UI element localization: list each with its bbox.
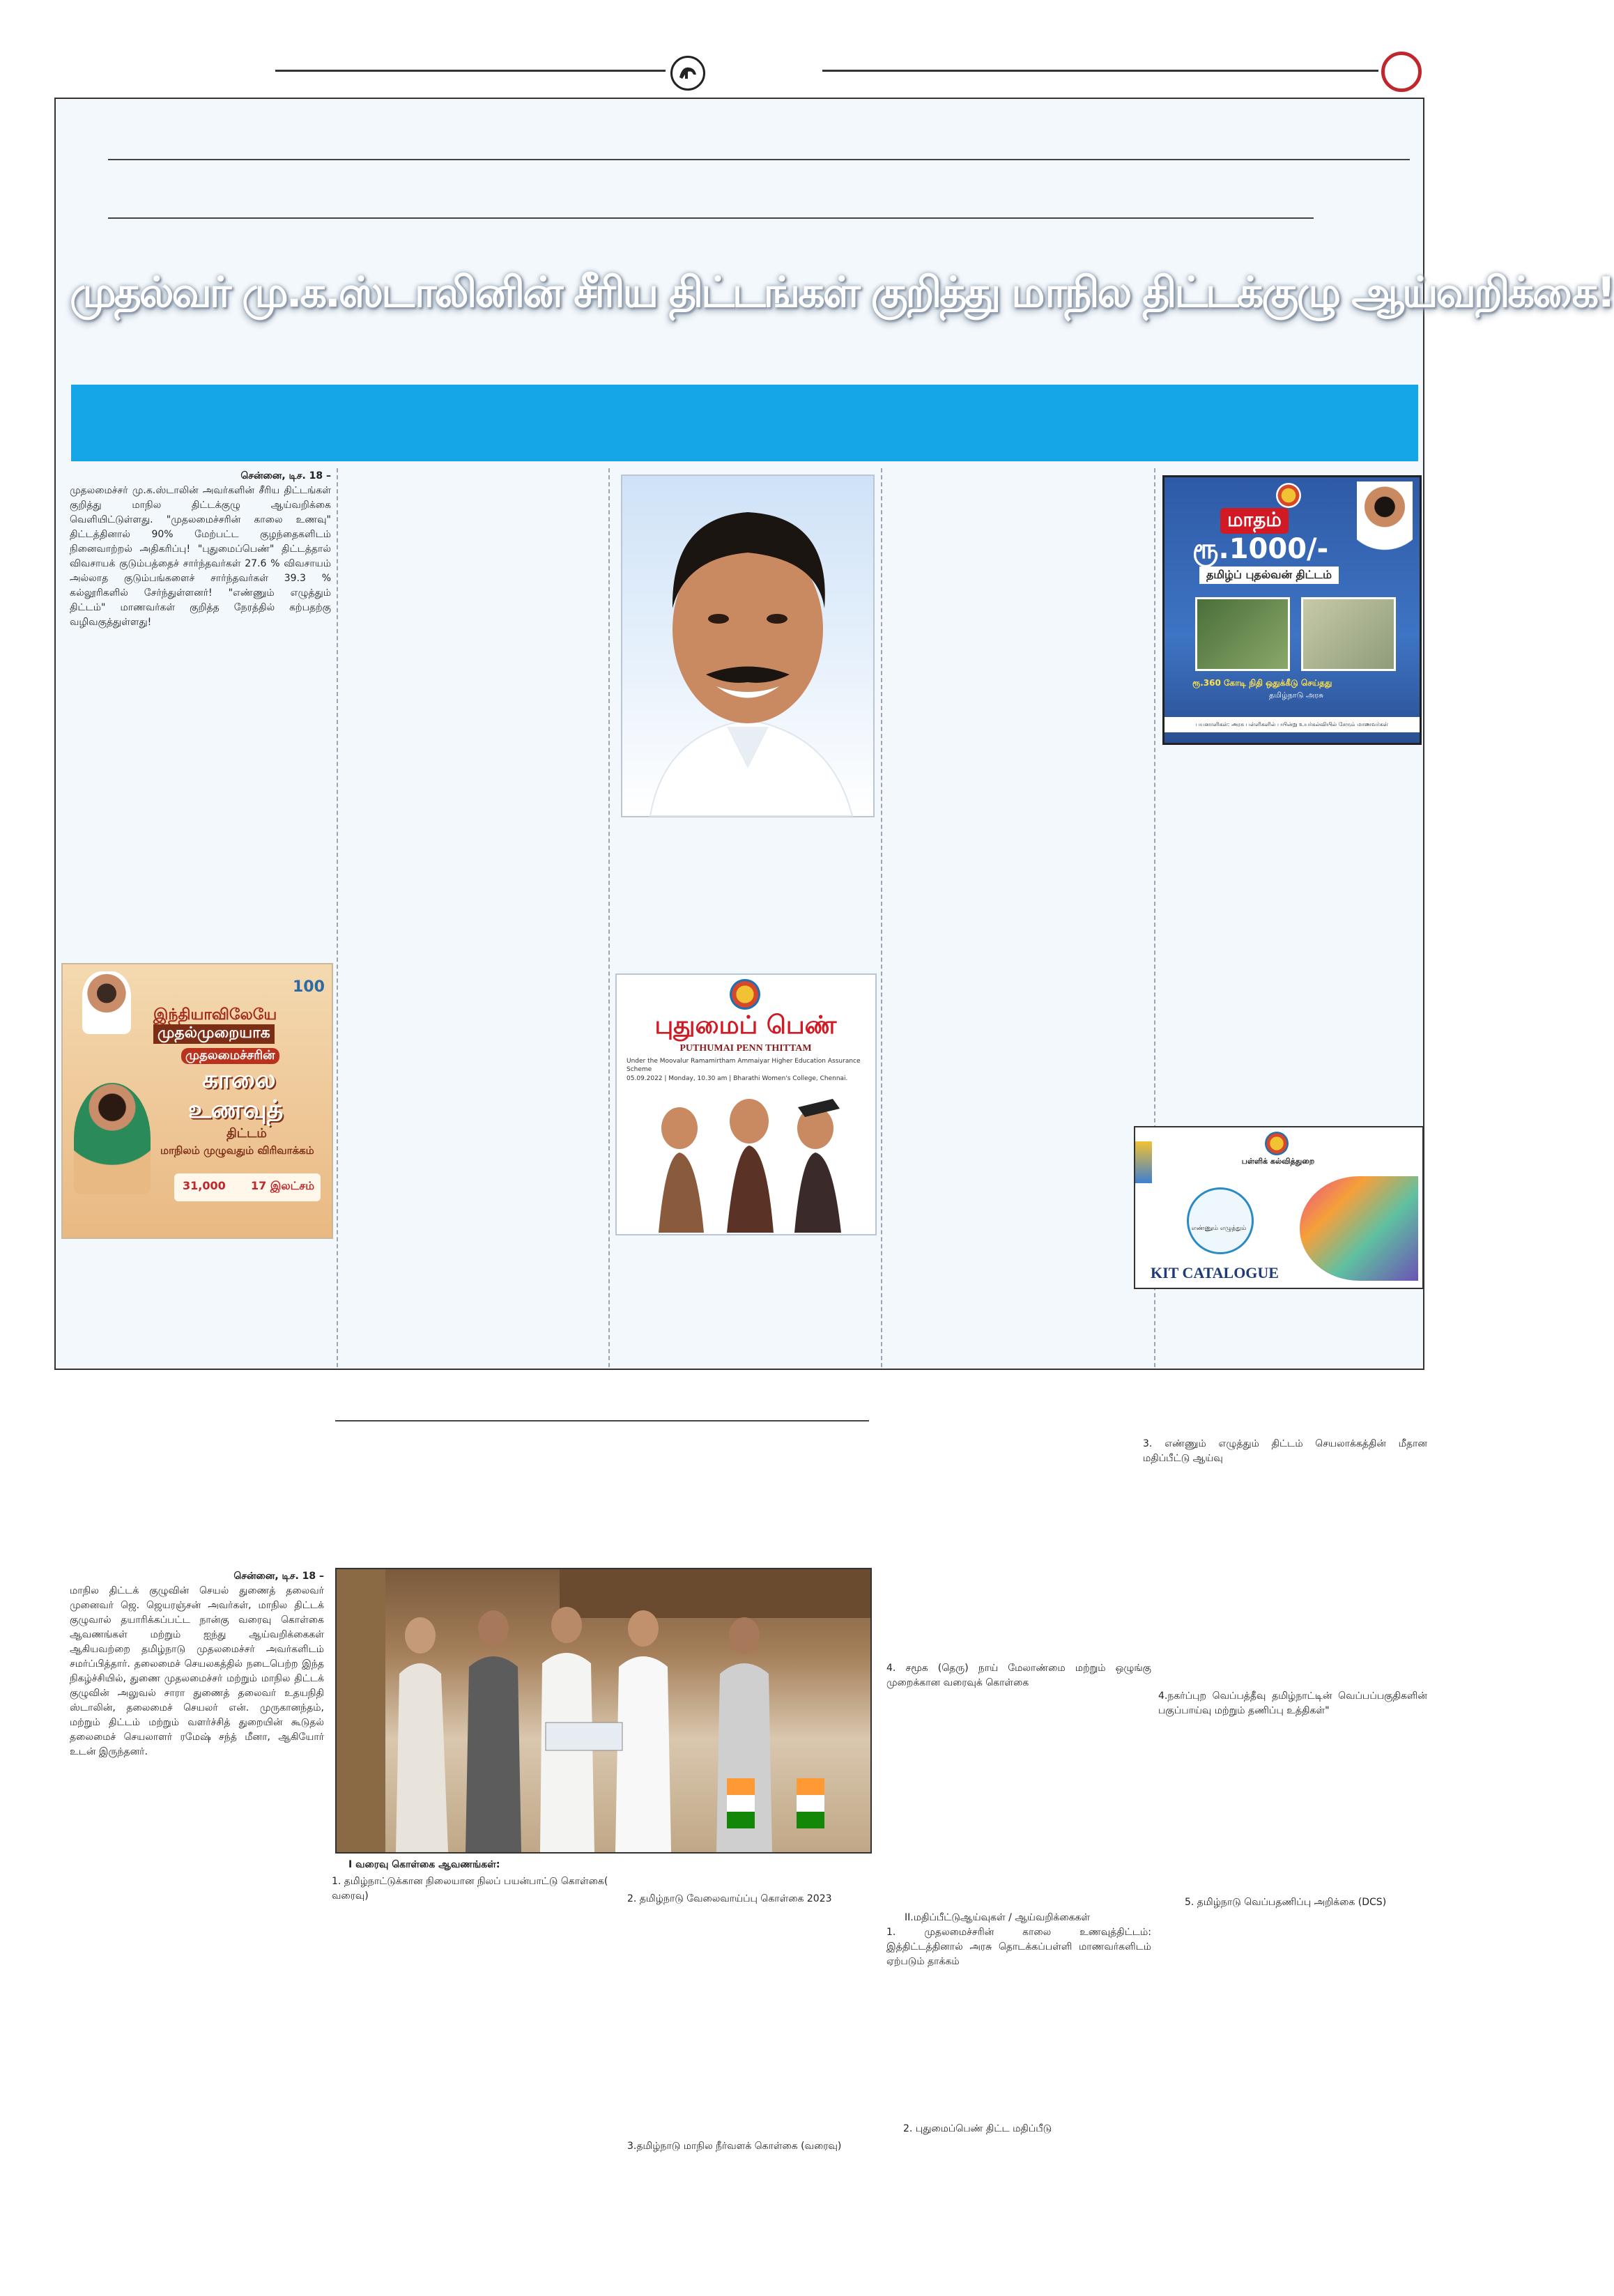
cm-portrait-photo xyxy=(621,475,875,817)
cm-portrait-small-2 xyxy=(1357,481,1413,572)
second-body: மாநில திட்டக் குழுவின் செயல் துணைத் தலைவர் முனைவர் ஜெ. ஜெயரஞ்சன் அவர்கள், மாநில திட்டக் குழுவால் தயாரிக்கப்பட்ட நான்கு வரைவு கொள்கை ஆவணங்கள் மற்றும் ஐந்து ஆய்வறிக்கைகள் ஆகியவற்றை தமிழ்நாடு முதலமைச்சர் அவர்களிடம் சமர்ப்பித்தார். தலைமைச் செயலகத்தில் நடைபெற்ற இந்த நிகழ்ச்சியில், துணை முதலமைச்சர் மற்றும் மாநில திட்டக் குழுவின் அலுவல் சாரா துணைத் தலைவர் உதயநிதி ஸ்டாலின், தலைமைச் செயலர் என். முருகானந்தம், மற்றும் திட்டம் மற்றும் வளர்ச்சித் துறையின் கூடுதல் தலைமைச் செயலாளர் ரமேஷ் சந்த் மீனா, ஆகியோர் உடன் இருந்தனர். xyxy=(70,1585,324,1757)
report-4: 4.நகர்ப்புற வெப்பத்தீவு தமிழ்நாட்டின் வெப்பப்பகுதிகளின் பகுப்பாய்வு மற்றும் தணிப்பு உத்திகள்" xyxy=(1158,1690,1427,1716)
pudhumai-english: PUTHUMAI PENN THITTAM xyxy=(679,1043,812,1054)
poster-sub: மாநிலம் முழுவதும் விரிவாக்கம் xyxy=(160,1144,314,1157)
poster-line5: உணவுத் xyxy=(188,1095,284,1124)
poster-stats-bar xyxy=(174,1173,321,1201)
poster-line3: முதலமைச்சரின் xyxy=(181,1048,279,1064)
kit-dept: பள்ளிக் கல்வித்துறை xyxy=(1241,1157,1315,1166)
headline-banner xyxy=(71,385,1418,461)
poster-stat2: 17 இலட்சம் xyxy=(251,1179,315,1192)
poster-line2: முதல்முறையாக xyxy=(153,1024,275,1044)
tn-emblem-icon xyxy=(730,979,760,1010)
column-divider-2 xyxy=(608,468,610,1367)
pudhalvan-govt: தமிழ்நாடு அரசு xyxy=(1269,691,1324,700)
report-5: 5. தமிழ்நாடு வெப்பதணிப்பு அறிக்கை (DCS) xyxy=(1185,1897,1387,1908)
masthead-rule-right xyxy=(822,70,1378,72)
pudhumai-figures xyxy=(638,1093,861,1233)
policy-2: 2. தமிழ்நாடு வேலைவாய்ப்பு கொள்கை 2023 xyxy=(627,1893,832,1904)
cm-portrait-small xyxy=(82,971,131,1034)
pudhalvan-top: மாதம் xyxy=(1220,508,1289,534)
poster-line6: திட்டம் xyxy=(226,1126,267,1141)
students-photo xyxy=(1195,597,1290,671)
report-3: 3. எண்ணும் எழுத்தும் திட்டம் செயலாக்கத்தின் மீதான மதிப்பீட்டு ஆய்வு xyxy=(1143,1438,1427,1464)
section-rule xyxy=(335,1420,869,1421)
poster-line1: இந்தியாவிலேயே xyxy=(153,1006,277,1024)
pudhumai-desc: Under the Moovalur Ramamirtham Ammaiyar Higher Education Assurance Scheme xyxy=(627,1058,861,1073)
report-2: 2. புதுமைப்பெண் திட்ட மதிப்பீடு xyxy=(903,2123,1052,2134)
kit-logo-icon xyxy=(1187,1187,1254,1254)
lead-body: முதலமைச்சர் மு.க.ஸ்டாலின் அவர்களின் சீரிய திட்டங்கள் குறித்து மாநில திட்டக்குழு ஆய்வறிக்கை வெளியிட்டுள்ளது. "முதலமைச்சரின் காலை உணவு" திட்டத்தினால் 90% மேற்பட்ட குழந்தைகளிடம் நினைவாற்றல் அதிகரிப்பு! "புதுமைப்பெண்" திட்டத்தால் விவசாயக் குடும்பத்தைச் சார்ந்தவர்கள் 27.6 % விவசாயம் அல்லாத குடும்பங்களைச் சார்ந்தவர்கள் 39.3 % கல்லூரிகளில் சேர்ந்துள்ளனர்! "எண்ணும் எழுத்தும் திட்டம்" மாணவர்கள் குறித்த நேரத்தில் கற்பதற்கு வழிவகுத்துள்ளது! xyxy=(70,485,331,628)
pudhumai-penn-poster xyxy=(615,973,877,1235)
second-dateline: சென்னை, டிச. 18 – xyxy=(233,1571,324,1582)
deck-line-1 xyxy=(108,159,1410,160)
poster-stat1: 31,000 xyxy=(183,1179,226,1192)
kit-accent xyxy=(1135,1141,1152,1183)
tamil-pudhalvan-poster xyxy=(1162,475,1422,745)
policy-heading: I வரைவு கொள்கை ஆவணங்கள்: xyxy=(348,1859,500,1870)
column-divider-1 xyxy=(337,468,338,1367)
lead-dateline: சென்னை, டிச. 18 – xyxy=(240,470,331,481)
masthead-rule-left xyxy=(275,70,666,72)
deck-line-2 xyxy=(108,217,1314,219)
page-marker-icon xyxy=(1381,52,1422,92)
kit-title: KIT CATALOGUE xyxy=(1151,1264,1279,1281)
currency-photo xyxy=(1301,597,1396,671)
pudhalvan-scheme: தமிழ்ப் புதல்வன் திட்டம் xyxy=(1199,567,1339,584)
poster-badge: 100 xyxy=(293,978,325,996)
policy-3: 3.தமிழ்நாடு மாநில நீர்வளக் கொள்கை (வரைவு) xyxy=(627,2141,842,2152)
policy-4: 4. சமூக (தெரு) நாய் மேலாண்மை மற்றும் ஒழுங்கு முறைக்கான வரைவுக் கொள்கை xyxy=(886,1663,1151,1688)
tn-emblem-icon-2 xyxy=(1276,483,1301,508)
kit-logo-text: எண்ணும் எழுத்தும் xyxy=(1191,1225,1247,1232)
handover-photo xyxy=(335,1568,872,1854)
policy-1: 1. தமிழ்நாட்டுக்கான நிலையான நிலப் பயன்பாட்டு கொள்கை( வரைவு) xyxy=(332,1876,608,1902)
masthead-emblem-icon xyxy=(670,56,705,91)
column-divider-3 xyxy=(881,468,882,1367)
breakfast-scheme-poster xyxy=(61,963,333,1239)
student-figure xyxy=(74,1083,151,1194)
pudhalvan-footer: பயனாளிகள்: அரசு பள்ளிகளில் பயின்று உயர்கல்வியில் சேரும் மாணவர்கள் xyxy=(1165,717,1420,732)
kit-catalogue-poster xyxy=(1134,1126,1424,1289)
kit-art xyxy=(1300,1176,1418,1281)
pudhalvan-amount: ரூ.1000/- xyxy=(1192,533,1329,565)
pudhumai-title: புதுமைப் பெண் xyxy=(654,1011,837,1040)
report-1: 1. முதலமைச்சரின் காலை உணவுத்திட்டம்: இத்திட்டத்தினால் அரசு தொடக்கப்பள்ளி மாணவர்களிடம் ஏற்படும் தாக்கம் xyxy=(886,1927,1151,1967)
pudhumai-event: 05.09.2022 | Monday, 10.30 am | Bharathi Women's College, Chennai. xyxy=(627,1075,848,1082)
pudhalvan-fund: ரூ.360 கோடி நிதி ஒதுக்கீடு செய்தது xyxy=(1192,678,1332,688)
headline: முதல்வர் மு.க.ஸ்டாலினின் சீரிய திட்டங்கள் குறித்து மாநில திட்டக்குழு ஆய்வறிக்கை! xyxy=(70,268,1614,317)
reports-heading: II.மதிப்பீட்டுஆய்வுகள் / ஆய்வறிக்கைகள் xyxy=(905,1912,1091,1923)
poster-line4: காலை xyxy=(202,1065,276,1094)
tn-emblem-icon-3 xyxy=(1265,1132,1289,1155)
